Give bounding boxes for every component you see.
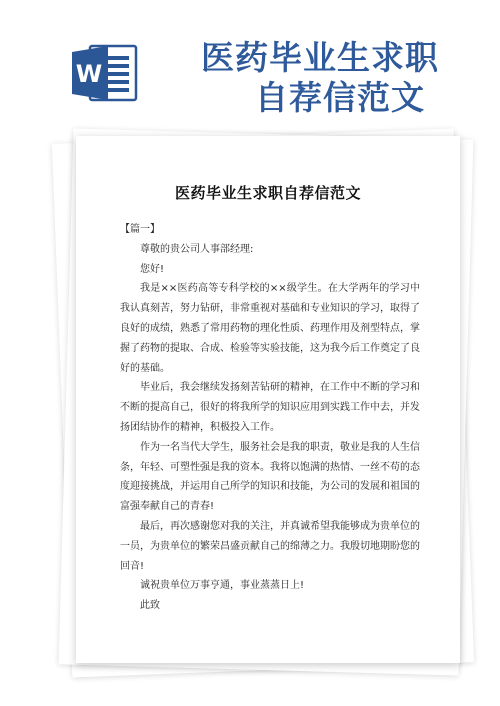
paragraph-3: 作为一名当代大学生，服务社会是我的职责，敬业是我的人生信条，年轻、可塑性强是我的资本。我将以饱满的热情、一丝不苟的态度迎接挑战，并运用自己所学的知识和技能，为公司的发展和祖国的富强奉献自己的青春!: [120, 441, 420, 513]
closing-wish: 诚祝贵单位万事亨通，事业蒸蒸日上!: [140, 580, 305, 592]
paragraph-2: 毕业后，我会继续发扬刻苦钻研的精神，在工作中不断的学习和不断的提高自己，很好的将我所学的知识应用到实践工作中去，并发扬团结协作的精神，积极投入工作。: [120, 382, 420, 433]
section-heading: 【篇一】: [120, 224, 160, 235]
document-page: [76, 136, 460, 663]
banner-title: [150, 38, 490, 118]
salutation: 尊敬的贵公司人事部经理:: [140, 243, 254, 255]
sign-off: 此致: [140, 600, 160, 612]
banner-header: [0, 0, 500, 128]
banner-title-line-2: 自荐信范文: [255, 78, 425, 117]
word-document-icon: [70, 42, 140, 104]
paragraph-1: 我是××医药高等专科学校的××级学生。在大学两年的学习中我认真刻苦，努力钻研，非常重视对基础和专业知识的学习，取得了良好的成绩，熟悉了常用药物的理化性质、药理作用及剂型特点，掌握了药物的提取、合成、检验等实验技能，这为我今后工作奠定了良好的基础。: [120, 283, 420, 374]
logo-letter: W: [75, 60, 103, 88]
document-body: [120, 220, 420, 616]
banner-title-line-1: 医药毕业生求职: [201, 38, 439, 77]
paragraph-4: 最后，再次感谢您对我的关注，并真诚希望我能够成为贵单位的一员，为贵单位的繁荣昌盛贡献自己的绵薄之力。我殷切地期盼您的回音!: [120, 520, 420, 572]
greeting: 您好!: [140, 263, 165, 275]
document-title: 医药毕业生求职自荐信范文: [174, 184, 361, 202]
